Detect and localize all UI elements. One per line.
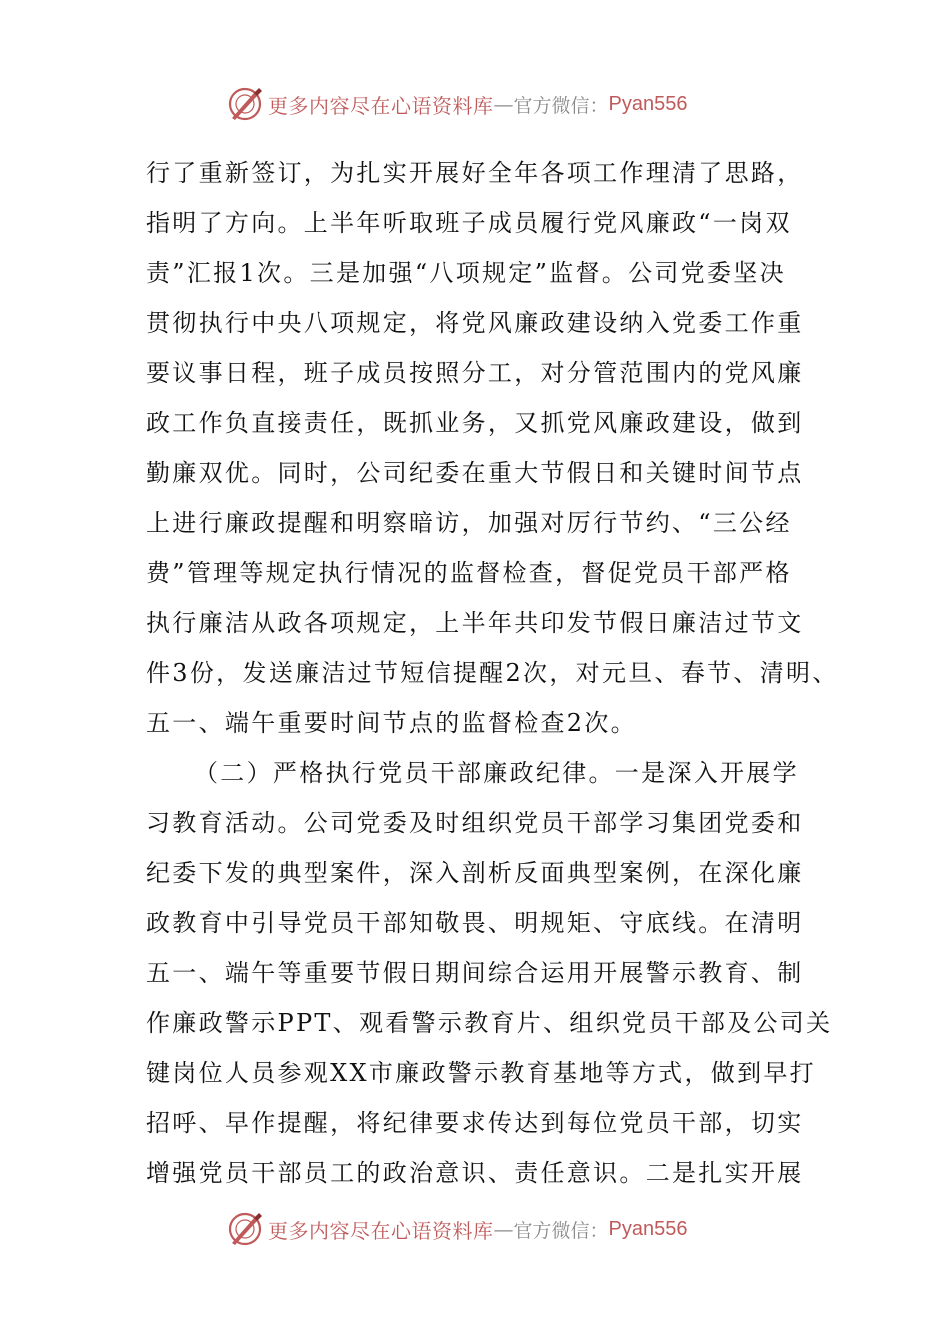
footer-banner-wechat-id: Pyan556 (608, 1217, 688, 1240)
body-line: 贯彻执行中央八项规定，将党风廉政建设纳入党委工作重 (146, 309, 804, 337)
header-banner-wechat-label: 官方微信： (513, 94, 609, 117)
body-line: 五一、端午重要时间节点的监督检查2次。 (146, 709, 637, 737)
body-line: 件3份，发送廉洁过节短信提醒2次，对元旦、春节、清明、 (146, 659, 839, 687)
body-line: 勤廉双优。同时，公司纪委在重大节假日和关键时间节点 (146, 459, 804, 487)
body-line: 键岗位人员参观XX市廉政警示教育基地等方式，做到早打 (146, 1059, 816, 1087)
footer-banner-wechat-label: 官方微信： (513, 1219, 609, 1242)
footer-watermark-banner (226, 1209, 687, 1249)
header-banner-dash: — (493, 92, 514, 116)
body-line: 上进行廉政提醒和明察暗访，加强对厉行节约、“三公经 (146, 509, 792, 537)
body-line: 责”汇报1次。三是加强“八项规定”监督。公司党委坚决 (146, 259, 786, 287)
body-line: 习教育活动。公司党委及时组织党员干部学习集团党委和 (146, 809, 804, 837)
header-watermark-banner (226, 84, 687, 124)
pen-logo-icon (226, 85, 264, 123)
footer-banner-dash: — (493, 1217, 514, 1241)
footer-banner-title: 更多内容尽在心语资料库 (268, 1218, 494, 1243)
body-line: 纪委下发的典型案件，深入剖析反面典型案例，在深化廉 (146, 859, 804, 887)
body-line: 指明了方向。上半年听取班子成员履行党风廉政“一岗双 (146, 209, 792, 237)
body-line: 执行廉洁从政各项规定，上半年共印发节假日廉洁过节文 (146, 609, 804, 637)
header-banner-title: 更多内容尽在心语资料库 (268, 93, 494, 118)
body-line: 要议事日程，班子成员按照分工，对分管范围内的党风廉 (146, 359, 804, 387)
body-line: 行了重新签订，为扎实开展好全年各项工作理清了思路， (146, 159, 804, 187)
header-banner-wechat-id: Pyan556 (608, 92, 688, 115)
body-line: 费”管理等规定执行情况的监督检查，督促党员干部严格 (146, 559, 792, 587)
body-line: 五一、端午等重要节假日期间综合运用开展警示教育、制 (146, 959, 804, 987)
pen-logo-icon (226, 1210, 264, 1248)
section-heading-line: （二）严格执行党员干部廉政纪律。一是深入开展学 (194, 759, 799, 787)
document-body (146, 148, 846, 1198)
body-line: 作廉政警示PPT、观看警示教育片、组织党员干部及公司关 (146, 1009, 833, 1037)
body-line: 政工作负直接责任，既抓业务，又抓党风廉政建设，做到 (146, 409, 804, 437)
body-line: 招呼、早作提醒，将纪律要求传达到每位党员干部，切实 (146, 1109, 804, 1137)
body-line: 政教育中引导党员干部知敬畏、明规矩、守底线。在清明 (146, 909, 804, 937)
body-line: 增强党员干部员工的政治意识、责任意识。二是扎实开展 (146, 1159, 804, 1187)
